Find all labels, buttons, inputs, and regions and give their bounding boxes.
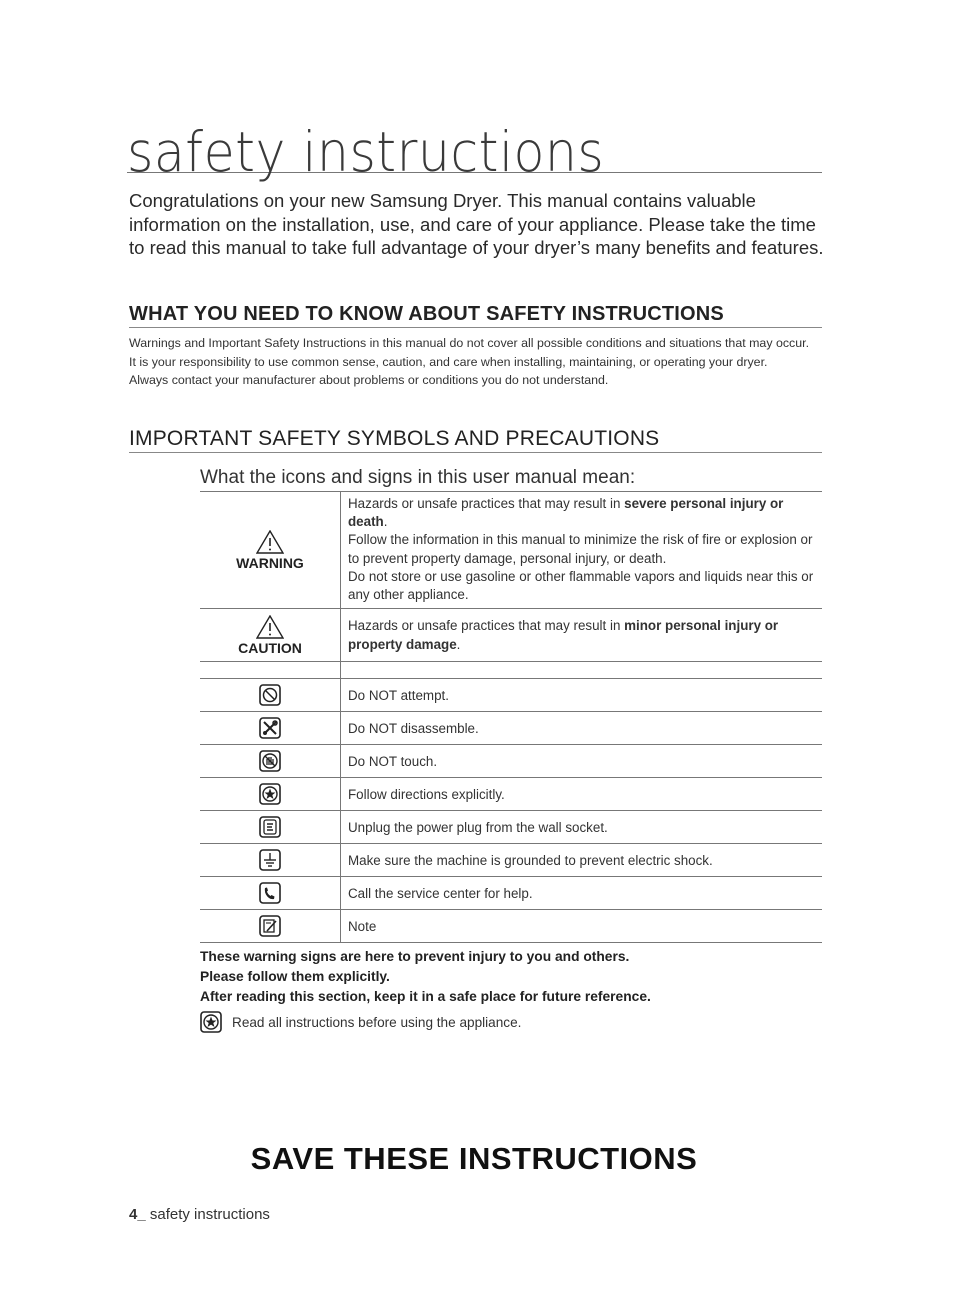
caution-label: CAUTION bbox=[238, 639, 302, 656]
caution-text: Hazards or unsafe practices that may result in minor personal injury or property damage. bbox=[348, 618, 779, 652]
footer-section: safety instructions bbox=[145, 1206, 270, 1223]
read-all-text: Read all instructions before using the appliance. bbox=[232, 1014, 522, 1030]
warning-line-2: Follow the information in this manual to minimize the risk of fire or explosion or to prevent property damage, personal injury, or death. bbox=[348, 532, 813, 566]
warning-icon-cell bbox=[200, 492, 341, 608]
symbol-row bbox=[200, 679, 822, 712]
symbol-row bbox=[200, 844, 822, 877]
icons-subheading: What the icons and signs in this user manual mean: bbox=[200, 466, 822, 492]
section-heading-know-about: WHAT YOU NEED TO KNOW ABOUT SAFETY INSTRUCTIONS bbox=[129, 302, 822, 328]
symbol-text: Do NOT touch. bbox=[348, 753, 438, 769]
closing-line-1: These warning signs are here to prevent injury to you and others. bbox=[200, 949, 630, 964]
spacer-cell-text bbox=[341, 662, 822, 678]
know-about-para-1: Warnings and Important Safety Instructions in this manual do not cover all possible conditions and situations that may occur. It is your responsibility to use common sense, caution, and care when installing, maintaining, or operating your dryer. bbox=[129, 336, 810, 369]
warning-caution-table bbox=[200, 492, 822, 679]
ground-icon bbox=[259, 849, 281, 871]
symbol-text: Do NOT disassemble. bbox=[348, 720, 479, 736]
symbol-row bbox=[200, 877, 822, 910]
phone-icon bbox=[259, 882, 281, 904]
closing-line-3: After reading this section, keep it in a safe place for future reference. bbox=[200, 989, 651, 1004]
unplug-icon bbox=[259, 816, 281, 838]
page-number: 4_ bbox=[129, 1206, 146, 1223]
symbol-text: Unplug the power plug from the wall socket. bbox=[348, 819, 608, 835]
caution-icon-cell bbox=[200, 609, 341, 661]
symbol-icon-cell bbox=[200, 811, 341, 843]
warning-triangle-icon bbox=[256, 530, 284, 554]
table-spacer-row bbox=[200, 662, 822, 679]
read-all-note bbox=[200, 1011, 521, 1033]
symbol-icon-cell bbox=[200, 745, 341, 777]
symbol-row bbox=[200, 745, 822, 778]
warning-line-3: Do not store or use gasoline or other flammable vapors and liquids near this or any other appliance. bbox=[348, 568, 814, 603]
know-about-para-2: Always contact your manufacturer about problems or conditions you do not understand. bbox=[129, 373, 609, 388]
warning-row bbox=[200, 492, 822, 609]
save-instructions-banner: SAVE THESE INSTRUCTIONS bbox=[250, 1141, 698, 1176]
do-not-touch-icon bbox=[259, 750, 281, 772]
symbol-text: Call the service center for help. bbox=[348, 885, 533, 901]
closing-line-2: Please follow them explicitly. bbox=[200, 969, 390, 984]
note-icon bbox=[259, 915, 281, 937]
symbol-icon-cell bbox=[200, 778, 341, 810]
symbols-table bbox=[200, 678, 822, 943]
page-title: safety instructions bbox=[127, 122, 822, 173]
intro-paragraph: Congratulations on your new Samsung Dryer. This manual contains valuable information on the installation, use, and care of your appliance. Please take the time to read this manual to take full advantage of your dryer’s many benefits and features. bbox=[129, 190, 824, 258]
symbol-icon-cell bbox=[200, 679, 341, 711]
symbol-icon-cell bbox=[200, 877, 341, 909]
symbol-text: Note bbox=[348, 918, 377, 934]
symbol-row bbox=[200, 910, 822, 943]
symbol-row bbox=[200, 712, 822, 745]
symbol-icon-cell bbox=[200, 910, 341, 942]
page-footer bbox=[129, 1206, 270, 1223]
closing-notes bbox=[200, 947, 820, 1007]
warning-text bbox=[341, 492, 822, 608]
follow-directions-icon bbox=[259, 783, 281, 805]
section-heading-symbols: IMPORTANT SAFETY SYMBOLS AND PRECAUTIONS bbox=[129, 427, 822, 453]
warning-line-1: Hazards or unsafe practices that may result in severe personal injury or death. bbox=[348, 496, 784, 530]
symbol-icon-cell bbox=[200, 844, 341, 876]
caution-triangle-icon bbox=[256, 615, 284, 639]
know-about-body bbox=[129, 334, 819, 390]
symbol-icon-cell bbox=[200, 712, 341, 744]
do-not-attempt-icon bbox=[259, 684, 281, 706]
warning-label: WARNING bbox=[236, 554, 304, 571]
symbol-text: Follow directions explicitly. bbox=[348, 786, 505, 802]
symbol-text: Do NOT attempt. bbox=[348, 687, 449, 703]
follow-directions-icon bbox=[200, 1011, 222, 1033]
caution-row bbox=[200, 609, 822, 662]
symbol-row bbox=[200, 778, 822, 811]
do-not-disassemble-icon bbox=[259, 717, 281, 739]
symbol-row bbox=[200, 811, 822, 844]
symbol-text: Make sure the machine is grounded to prevent electric shock. bbox=[348, 852, 713, 868]
spacer-cell bbox=[200, 662, 341, 678]
